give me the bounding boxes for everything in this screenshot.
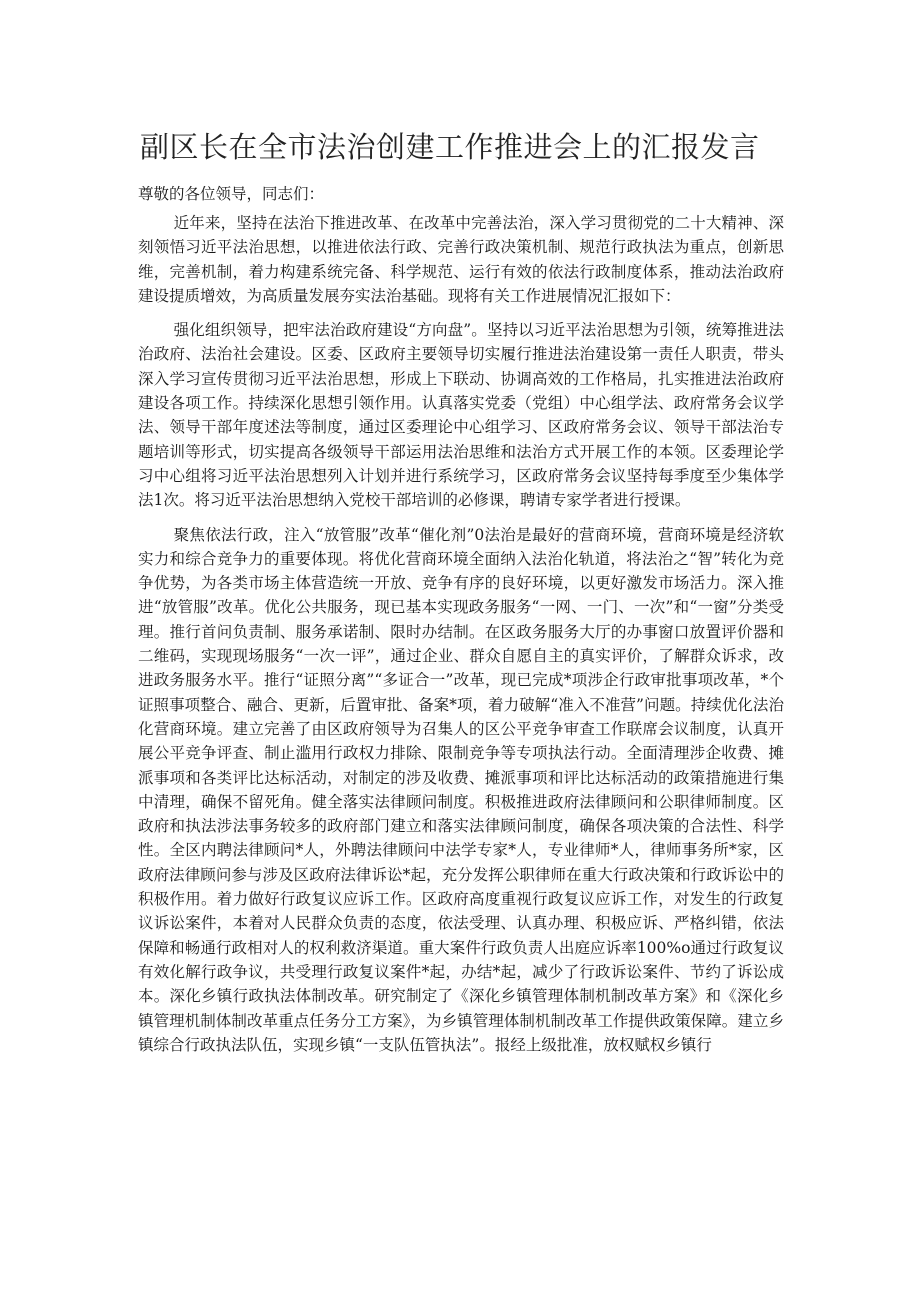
salutation: 尊敬的各位领导，同志们： (138, 185, 325, 203)
paragraph-leadership: 强化组织领导，把牢法治政府建设“方向盘”。坚持以习近平法治思想为引领，统筹推进法治政府、法治社会建设。区委、区政府主要领导切实履行推进法治建设第一责任人职责，带头深入学习宣传贯彻习近平法治思想，形成上下联动、协调高效的工作格局，扎实推进法治政府建设各项工作。持续深化思想引领作用。认真落实党委（党组）中心组学法、政府常务会议学法、领导干部年度述法等制度，通过区委理论中心组学习、区政府常务会议、领导干部法治专题培训等形式，切实提高各级领导干部运用法治思维和法治方式开展工作的本领。区委理论学习中心组将习近平法治思想列入计划并进行系统学习，区政府常务会议坚持每季度至少集体学法1次。将习近平法治思想纳入党校干部培训的必修课，聘请专家学者进行授课。 (138, 321, 784, 510)
document-title: 副区长在全市法治创建工作推进会上的汇报发言 (140, 130, 760, 164)
paragraph-administration: 聚焦依法行政，注入“放管服”改革“催化剂”0法治是最好的营商环境，营商环境是经济软实力和综合竞争力的重要体现。将优化营商环境全面纳入法治化轨道，将法治之“智”转化为竞争优势，为各类市场主体营造统一开放、竞争有序的良好环境，以更好激发市场活力。深入推进“放管服”改革。优化公共服务，现已基本实现政务服务“一网、一门、一次”和“一窗”分类受理。推行首问负责制、服务承诺制、限时办结制。在区政务服务大厅的办事窗口放置评价器和二维码，实现现场服务“一次一评”，通过企业、群众自愿自主的真实评价，了解群众诉求，改进政务服务水平。推行“证照分离”“多证合一”改革，现已完成*项涉企行政审批事项改革，*个证照事项整合、融合、更新，后置审批、备案*项，着力破解“准入不准营”问题。持续优化法治化营商环境。建立完善了由区政府领导为召集人的区公平竞争审查工作联席会议制度，认真开展公平竞争评查、制止滥用行政权力排除、限制竞争等专项执法行动。全面清理涉企收费、摊派事项和各类评比达标活动，对制定的涉及收费、摊派事项和评比达标活动的政策措施进行集中清理，确保不留死角。健全落实法律顾问制度。积极推进政府法律顾问和公职律师制度。区政府和执法涉法事务较多的政府部门建立和落实法律顾问制度，确保各项决策的合法性、科学性。全区内聘法律顾问*人，外聘法律顾问中法学专家*人，专业律师*人，律师事务所*家，区政府法律顾问参与涉及区政府法律诉讼*起，充分发挥公职律师在重大行政决策和行政诉讼中的积极作用。着力做好行政复议应诉工作。区政府高度重视行政复议应诉工作，对发生的行政复议诉讼案件，本着对人民群众负责的态度，依法受理、认真办理、积极应诉、严格纠错，依法保障和畅通行政相对人的权利救济渠道。重大案件行政负责人出庭应诉率100%o通过行政复议有效化解行政争议，共受理行政复议案件*起，办结*起，减少了行政诉讼案件、节约了诉讼成本。深化乡镇行政执法体制改革。研究制定了《深化乡镇管理体制机制改革方案》和《深化乡镇管理机制体制改革重点任务分工方案》，为乡镇管理体制机制改革工作提供政策保障。建立乡镇综合行政执法队伍，实现乡镇“一支队伍管执法”。报经上级批准，放权赋权乡镇行 (138, 525, 784, 1054)
paragraph-intro: 近年来，坚持在法治下推进改革、在改革中完善法治，深入学习贯彻党的二十大精神、深刻领悟习近平法治思想，以推进依法行政、完善行政决策机制、规范行政执法为重点，创新思维，完善机制，着力构建系统完备、科学规范、运行有效的依法行政制度体系，推动法治政府建设提质增效，为高质量发展夯实法治基础。现将有关工作进展情况汇报如下： (138, 214, 784, 305)
document-page (138, 128, 784, 1067)
